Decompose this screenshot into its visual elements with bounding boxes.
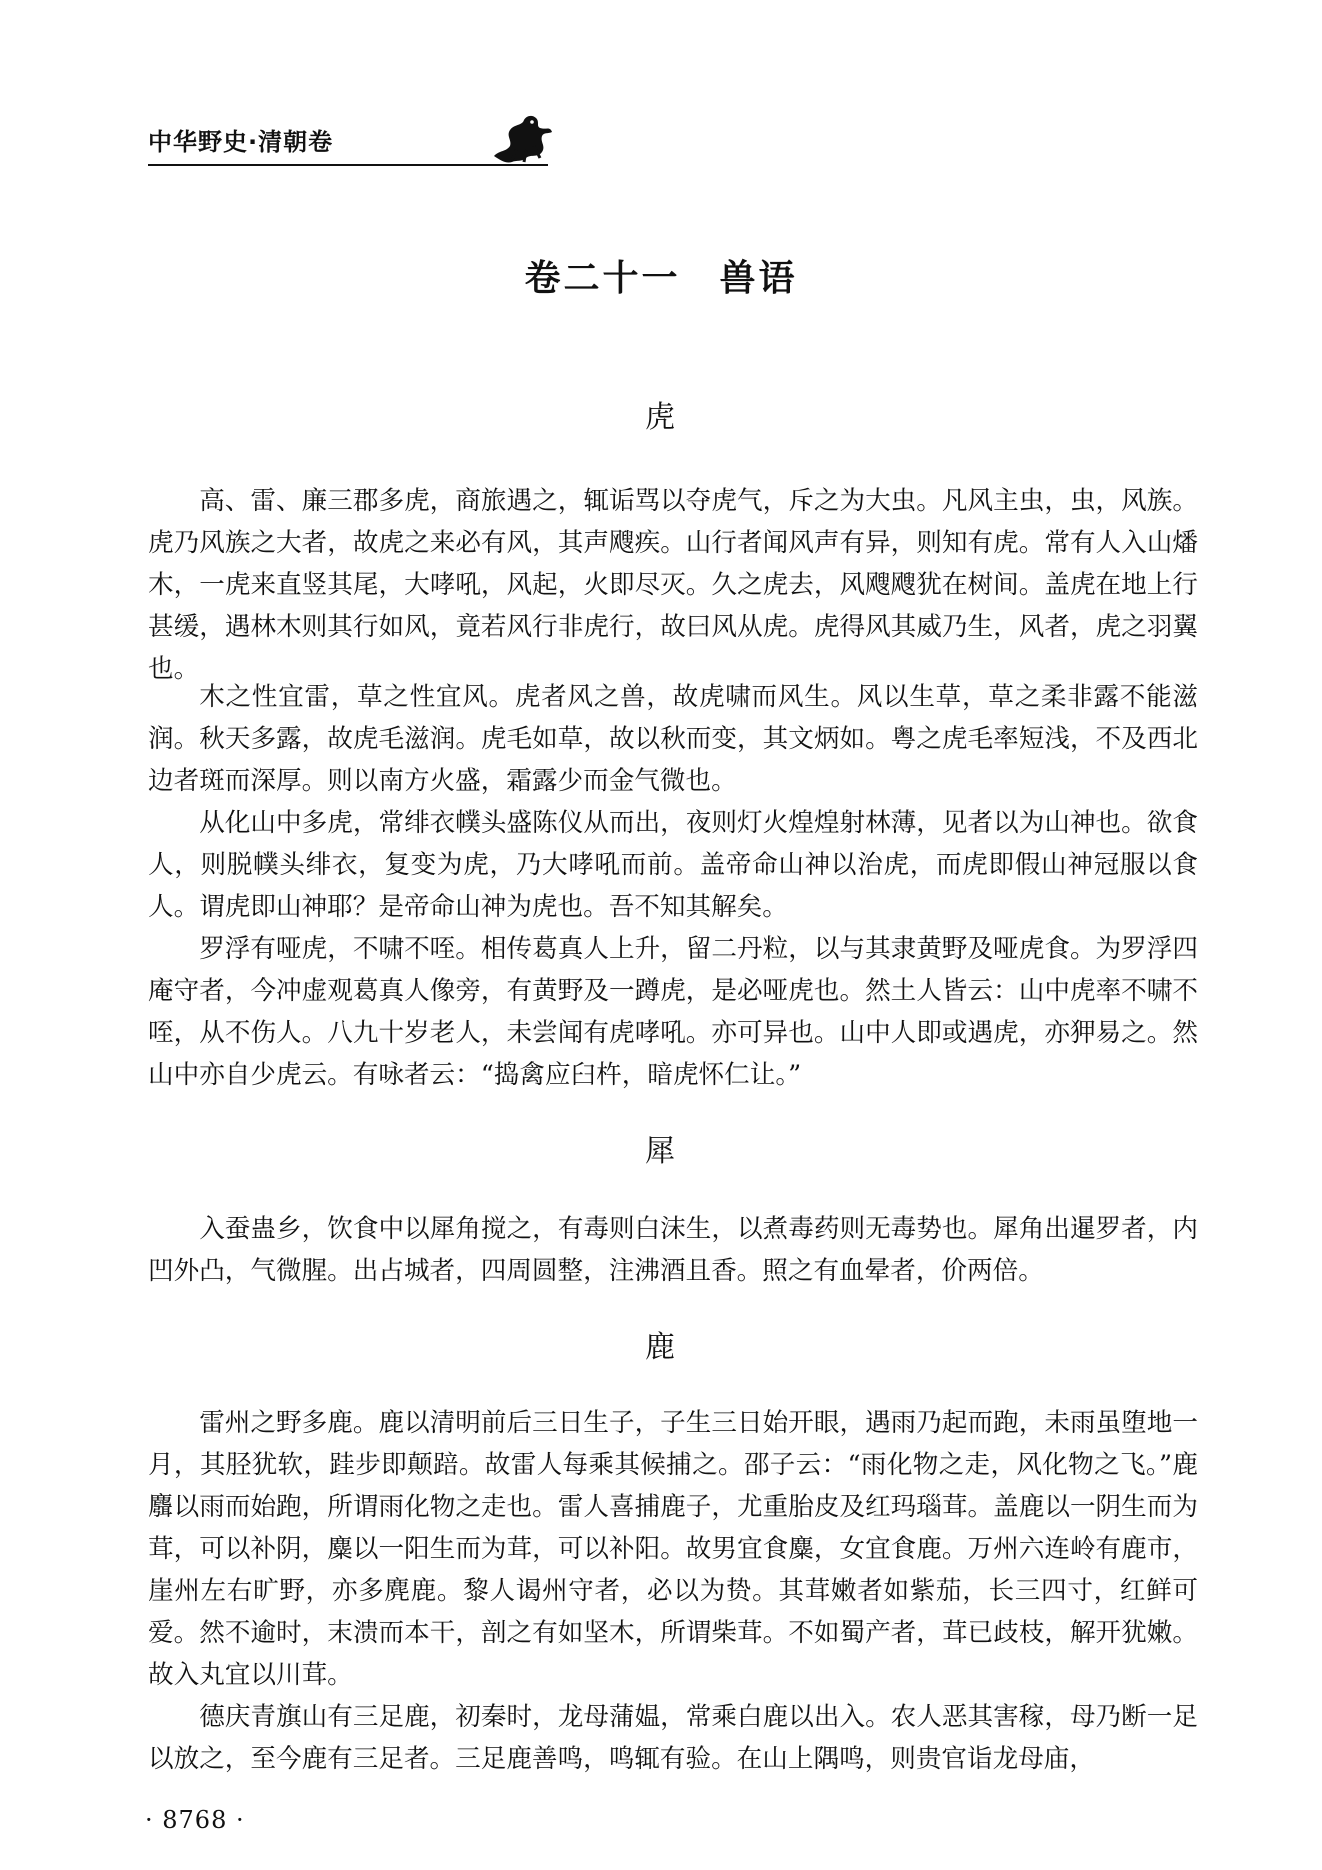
- dragon-icon: [486, 110, 556, 166]
- page-number: · 8768 ·: [145, 1806, 245, 1834]
- chapter-title: 卷二十一 兽语: [524, 258, 798, 299]
- header-rule: [148, 164, 548, 166]
- paragraph: 雷州之野多鹿。鹿以清明前后三日生子，子生三日始开眼，遇雨乃起而跑，未雨虽堕地一月，其胫犹软，跬步即颠踣。故雷人每乘其候捕之。邵子云：“雨化物之走，风化物之飞。”鹿麛以雨而始跑，所谓雨化物之走也。雷人喜捕鹿子，尤重胎皮及红玛瑙茸。盖鹿以一阴生而为茸，可以补阴，麋以一阳生而为茸，可以补阳。故男宜食麋，女宜食鹿。万州六连岭有鹿市，崖州左右旷野，亦多麂鹿。黎人谒州守者，必以为贽。其茸嫩者如紫茄，长三四寸，红鲜可爱。然不逾时，末溃而本干，剖之有如坚木，所谓柴茸。不如蜀产者，茸已歧枝，解开犹嫩。故入丸宜以川茸。: [148, 1408, 1198, 1690]
- paragraph: 从化山中多虎，常绯衣幞头盛陈仪从而出，夜则灯火煌煌射林薄，见者以为山神也。欲食人，则脱幞头绯衣，复变为虎，乃大哮吼而前。盖帝命山神以治虎，而虎即假山神冠服以食人。谓虎即山神耶？是帝命山神为虎也。吾不知其解矣。: [148, 808, 1198, 922]
- section-heading-tiger: 虎: [645, 400, 677, 435]
- running-header: [148, 118, 548, 168]
- paragraph: 德庆青旗山有三足鹿，初秦时，龙母蒲媪，常乘白鹿以出入。农人恶其害稼，母乃断一足以放之，至今鹿有三足者。三足鹿善鸣，鸣辄有验。在山上隅鸣，则贵官诣龙母庙，: [148, 1702, 1198, 1774]
- book-series-title: 中华野史·清朝卷: [148, 128, 334, 156]
- paragraph: 木之性宜雷，草之性宜风。虎者风之兽，故虎啸而风生。风以生草，草之柔非露不能滋润。秋天多露，故虎毛滋润。虎毛如草，故以秋而变，其文炳如。粤之虎毛率短浅，不及西北边者斑而深厚。则以南方火盛，霜露少而金气微也。: [148, 682, 1198, 796]
- paragraph: 入蚕蛊乡，饮食中以犀角搅之，有毒则白沫生，以煮毒药则无毒势也。犀角出暹罗者，内凹外凸，气微腥。出占城者，四周圆整，注沸酒且香。照之有血晕者，价两倍。: [148, 1214, 1198, 1286]
- section-heading-deer: 鹿: [645, 1330, 677, 1365]
- section-heading-rhino: 犀: [645, 1134, 677, 1169]
- paragraph: 罗浮有哑虎，不啸不咥。相传葛真人上升，留二丹粒，以与其隶黄野及哑虎食。为罗浮四庵守者，今冲虚观葛真人像旁，有黄野及一蹲虎，是必哑虎也。然土人皆云：山中虎率不啸不咥，从不伤人。八九十岁老人，未尝闻有虎哮吼。亦可异也。山中人即或遇虎，亦狎易之。然山中亦自少虎云。有咏者云：“捣禽应臼杵，暗虎怀仁让。”: [148, 934, 1198, 1090]
- paragraph: 高、雷、廉三郡多虎，商旅遇之，辄诟骂以夺虎气，斥之为大虫。凡风主虫，虫，风族。虎乃风族之大者，故虎之来必有风，其声飕疾。山行者闻风声有异，则知有虎。常有人入山燔木，一虎来直竖其尾，大哮吼，风起，火即尽灭。久之虎去，风飕飕犹在树间。盖虎在地上行甚缓，遇林木则其行如风，竟若风行非虎行，故曰风从虎。虎得风其威乃生，风者，虎之羽翼也。: [148, 486, 1198, 684]
